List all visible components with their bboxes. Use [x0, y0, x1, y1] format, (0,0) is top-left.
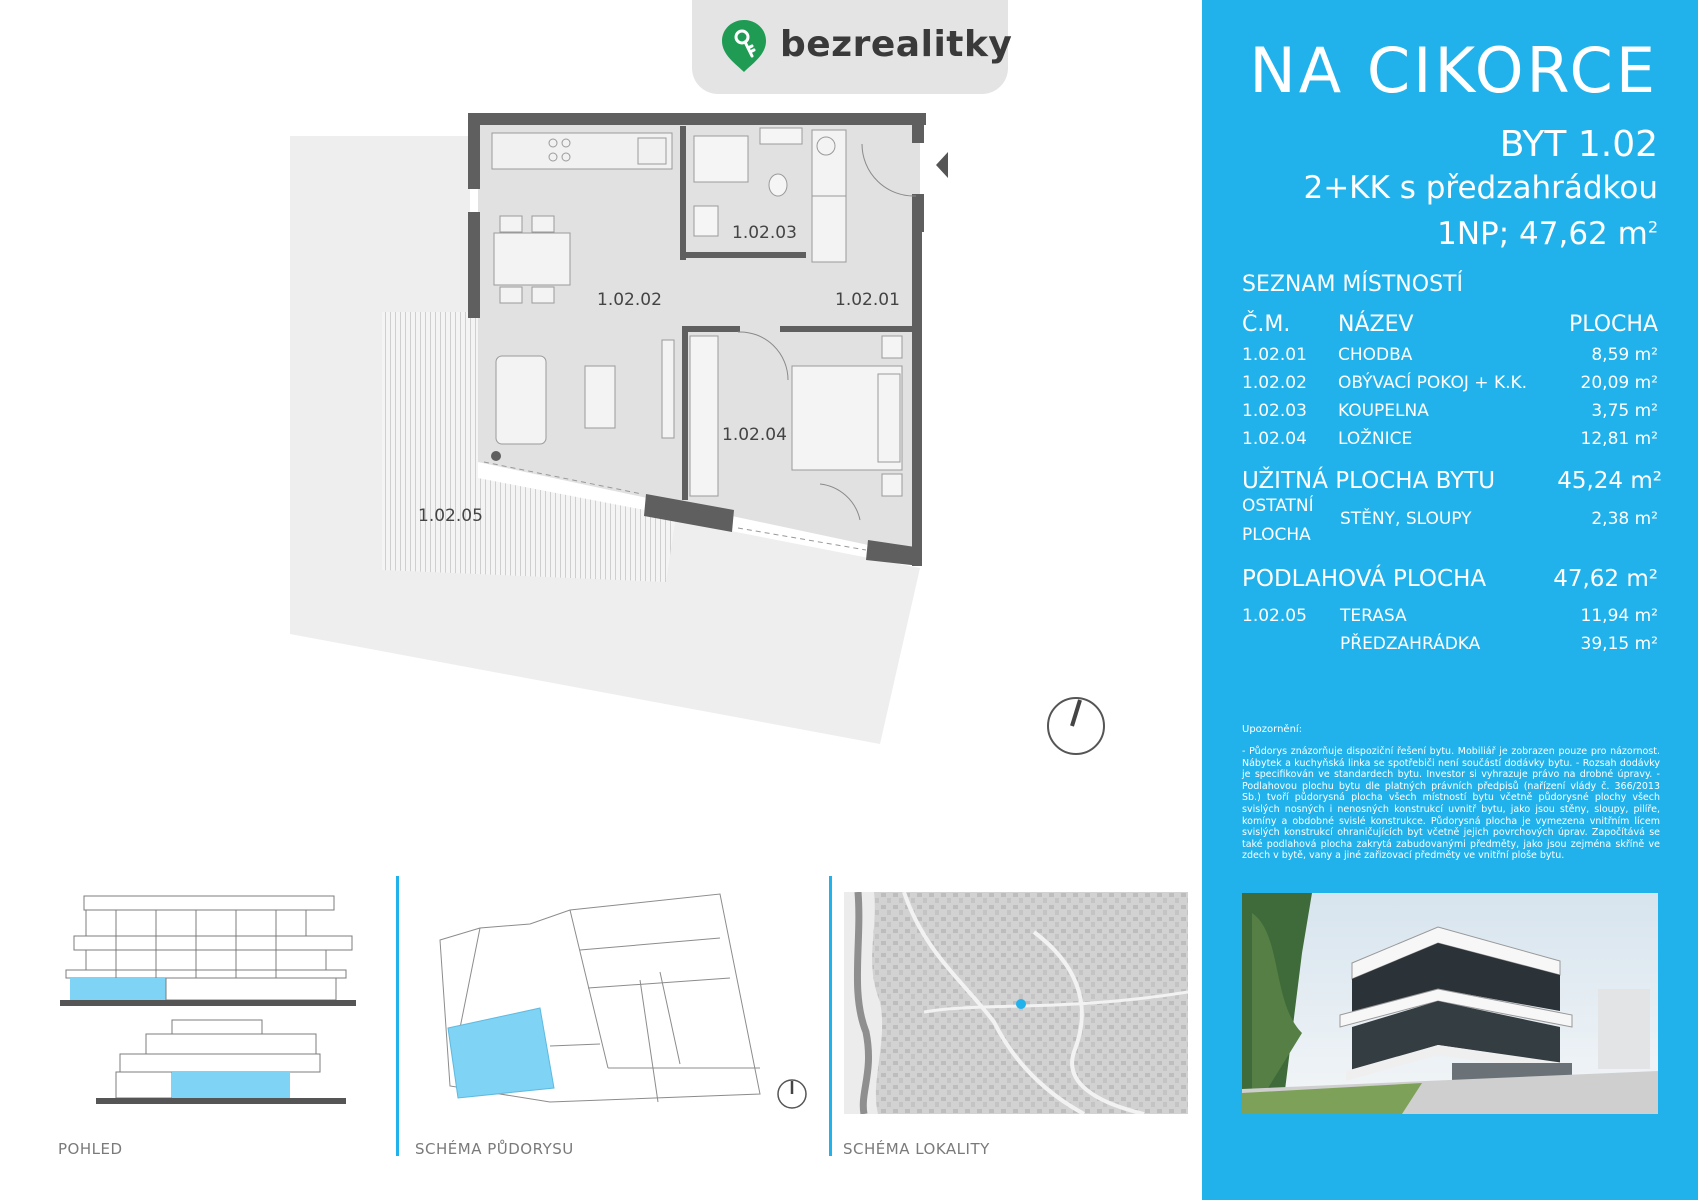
logo-text: bezrealitky [780, 24, 1013, 65]
room-name: CHODBA [1338, 345, 1413, 365]
hall-wardrobe [812, 130, 846, 262]
extra-number: 1.02.05 [1242, 606, 1307, 626]
extra-name: TERASA [1340, 606, 1407, 626]
floor-area-value: 47,62 m² [1553, 566, 1658, 592]
unit-floor-area: 1NP; 47,62 $m^2$ [1437, 216, 1658, 252]
highlighted-unit [448, 1008, 554, 1098]
room-area: 20,09 m² [1580, 373, 1658, 393]
location-marker-icon [1016, 999, 1026, 1009]
kitchen-counter [492, 133, 672, 169]
col-header-name: NÁZEV [1338, 312, 1414, 337]
extra-name: PŘEDZAHRÁDKA [1340, 634, 1481, 654]
other-area-value: 2,38 m² [1591, 509, 1658, 529]
north-compass-icon [1048, 698, 1104, 754]
floor-scheme [430, 888, 810, 1128]
room-label-hall: 1.02.01 [835, 290, 900, 310]
divider-1 [396, 876, 399, 1156]
building-elevation [56, 888, 356, 1128]
building-rendering [1242, 893, 1658, 1114]
usable-area-value: 45,24 m² [1557, 468, 1662, 494]
room-label-terrace: 1.02.05 [418, 506, 483, 526]
room-name: OBÝVACÍ POKOJ + K.K. [1338, 373, 1528, 393]
extra-area: 11,94 m² [1580, 606, 1658, 626]
room-area: 8,59 m² [1591, 345, 1658, 365]
divider-2 [829, 876, 832, 1156]
project-title: NA CIKORCE [1249, 34, 1658, 107]
other-area-label-2: PLOCHA [1242, 525, 1311, 545]
room-number: 1.02.01 [1242, 345, 1307, 365]
floor-plan [0, 0, 1200, 800]
north-compass-icon [778, 1080, 806, 1108]
room-label-bedroom: 1.02.04 [722, 425, 787, 445]
room-number: 1.02.03 [1242, 401, 1307, 421]
other-area-name: STĚNY, SLOUPY [1340, 509, 1472, 529]
room-label-living: 1.02.02 [597, 290, 662, 310]
room-area: 3,75 m² [1591, 401, 1658, 421]
caption-location-scheme: SCHÉMA LOKALITY [843, 1140, 990, 1158]
caption-view: POHLED [58, 1140, 123, 1158]
col-header-area: PLOCHA [1568, 312, 1658, 337]
col-header-number: Č.M. [1242, 312, 1291, 337]
entrance-arrow-icon [936, 152, 948, 178]
rooms-heading: SEZNAM MÍSTNOSTÍ [1242, 272, 1463, 297]
extra-area: 39,15 m² [1580, 634, 1658, 654]
other-area-label-1: OSTATNÍ [1242, 496, 1314, 516]
notice-heading: Upozornění: [1242, 724, 1303, 735]
usable-area-label: UŽITNÁ PLOCHA BYTU [1242, 468, 1496, 494]
room-name: KOUPELNA [1338, 401, 1429, 421]
unit-number: BYT 1.02 [1499, 124, 1658, 165]
room-number: 1.02.04 [1242, 429, 1307, 449]
room-number: 1.02.02 [1242, 373, 1307, 393]
room-name: LOŽNICE [1338, 429, 1413, 449]
room-label-bathroom: 1.02.03 [732, 223, 797, 243]
info-panel [1202, 0, 1698, 1200]
room-area: 12,81 m² [1580, 429, 1658, 449]
floor-area-label: PODLAHOVÁ PLOCHA [1242, 566, 1487, 592]
caption-floor-scheme: SCHÉMA PŮDORYSU [415, 1140, 574, 1158]
notice-text: - Půdorys znázorňuje dispoziční řešení bytu. Mobiliář je zobrazen pouze pro názornost. Nábytek a kuchyňská linka se spotřebiči není součástí dodávky bytu. - Rozsah dodávky je specifikován ve standardech bytu. Investor si vyhrazuje právo na drobné úpravy. - Podlahovou plochu bytu dle platných právních předpisů (nařízení vlády č. 366/2013 Sb.) tvoří půdorysná plocha všech místností bytu včetně půdorysné plochy všech svislých nosných i nenosných konstrukcí uvnitř bytu, jako jsou stěny, sloupy, pilíře, komíny a obdobné svislé konstrukce. Půdorysná plocha je vymezena vnitřním lícem svislých konstrukcí ohraničujících byt včetně jejich povrchových úprav. Započítává se také podlahová plocha zakrytá zabudovanými předměty, jako jsou zejména skříně ve zdech v bytě, vany a jiné zařizovací předměty ve vnitřní ploše bytu. [1242, 746, 1660, 862]
unit-layout: 2+KK s předzahrádkou [1303, 170, 1658, 206]
location-map [844, 892, 1188, 1114]
